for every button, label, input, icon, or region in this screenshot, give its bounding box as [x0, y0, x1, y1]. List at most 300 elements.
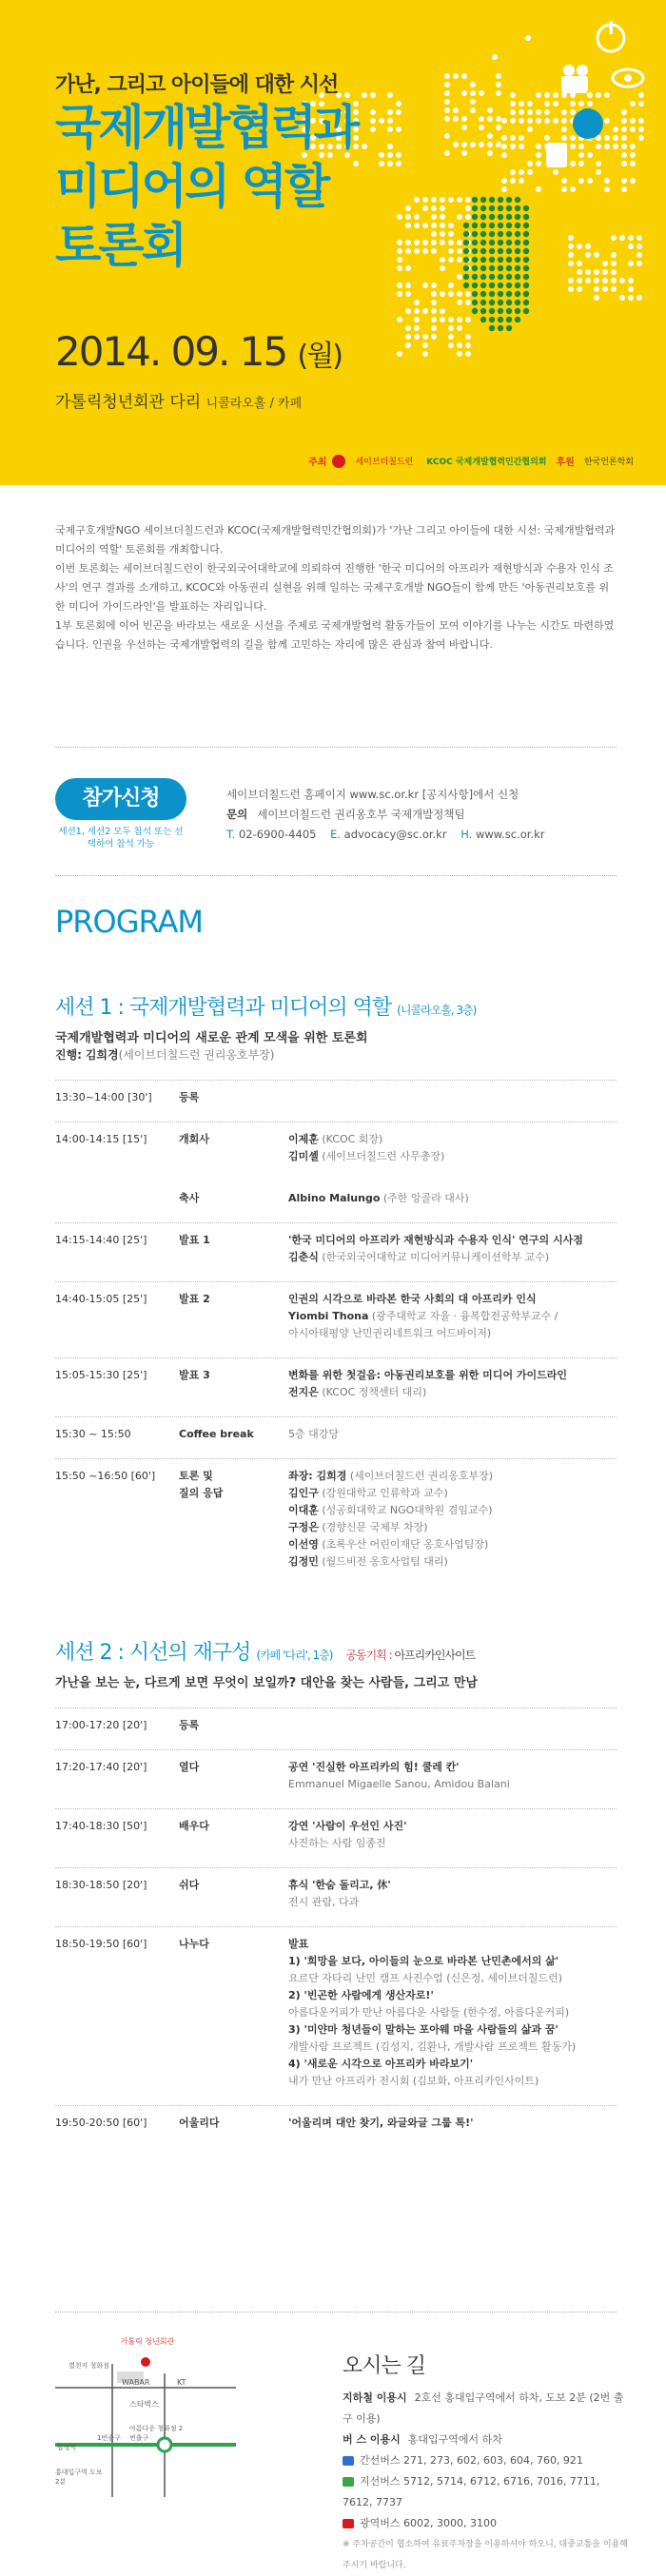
map-dot	[448, 240, 454, 245]
africa-dot	[523, 291, 529, 297]
map-dot	[448, 223, 454, 228]
map-label-hongdae: 홍대입구역 도보 2분	[55, 2469, 103, 2486]
africa-dot	[480, 317, 486, 322]
map-dot	[628, 295, 634, 301]
schedule-line: 공연 '진실한 아프리카의 힘! 쿨레 칸'	[288, 1761, 460, 1773]
map-dot	[405, 223, 411, 228]
venue-name: 가톨릭청년회관 다리	[55, 393, 202, 412]
africa-dot	[498, 291, 503, 297]
schedule-type: 등록	[179, 1719, 200, 1731]
map-dot	[465, 334, 471, 340]
africa-dot	[480, 291, 486, 297]
map-dot	[422, 334, 428, 340]
schedule-time: 15:05-15:30 [25']	[55, 1369, 147, 1381]
venue-detail: 니콜라오홀 / 카페	[206, 397, 303, 411]
bus-blue-icon	[343, 2456, 354, 2466]
map-dot	[431, 334, 437, 340]
africa-dot	[506, 257, 512, 263]
map-dot	[611, 235, 617, 241]
day-of-week: (월)	[297, 340, 342, 373]
africa-dot	[523, 231, 529, 237]
map-dot	[414, 223, 420, 228]
row-divider	[55, 1808, 617, 1809]
schedule-type: Coffee break	[179, 1428, 254, 1440]
africa-dot	[489, 197, 495, 203]
map-dot	[422, 205, 428, 211]
map-dot	[405, 308, 411, 314]
map-dot	[465, 205, 471, 211]
africa-dot	[523, 300, 529, 305]
map-label-venue: 가톨릭 청년회관	[120, 2337, 175, 2346]
map-dot	[628, 286, 634, 292]
map-dot	[431, 300, 437, 305]
schedule-line: 4) '새로운 시각으로 아프리카 바라보기'	[288, 2058, 474, 2070]
africa-dot	[506, 325, 512, 331]
africa-dot	[480, 283, 486, 288]
row-divider	[55, 1926, 617, 1927]
intro-text	[55, 521, 617, 654]
host-label: 주최	[308, 458, 327, 468]
map-dot	[457, 342, 462, 348]
schedule-line: 이대훈 (성공회대학교 NGO대학원 겸임교수)	[288, 1504, 493, 1516]
map-dot	[448, 283, 454, 288]
africa-dot	[523, 257, 529, 263]
africa-dot	[506, 300, 512, 305]
map-dot	[594, 295, 599, 301]
row-divider	[55, 1749, 617, 1750]
schedule-line: 변화를 위한 첫걸음: 아동권리보호를 위한 미디어 가이드라인	[288, 1369, 568, 1381]
africa-dot	[480, 265, 486, 271]
schedule-line: 강연 '사람이 우선인 사진'	[288, 1820, 407, 1832]
map-dot	[637, 235, 642, 241]
session2-title-text: 세션 2 : 시선의 재구성	[55, 1641, 251, 1665]
africa-dot	[506, 308, 512, 314]
register-note: 세션1, 세션2 모두 참석 또는 선택하여 참석 가능	[58, 827, 184, 849]
schedule-type: 토론 및 질의 응답	[179, 1470, 224, 1499]
divider	[55, 2312, 617, 2313]
africa-dot	[515, 248, 520, 254]
map-dot	[397, 214, 402, 220]
parking-note: ※ 주차공간이 협소하여 유료주차장을 이용하셔야 하오니, 대중교통을 이용해 주시기 바랍니다.	[343, 2540, 628, 2570]
map-dot	[422, 248, 428, 254]
schedule-type: 열다	[179, 1761, 200, 1773]
email-link[interactable]: advocacy@sc.or.kr	[343, 828, 447, 841]
intro-paragraph-2: 이번 토론회는 세이브더칠드런이 한국외국어대학교에 의뢰하여 진행한 '한국 미디어의 아프리카 재현방식과 수용자 인식 조사'의 연구 결과를 소개하고, KCOC와 아동권리 실현을 위해 일하는 국제구호개발 NGO들이 함께 만든 '아동권리보호를 위한 미디어 가이드라인'을 발표하는 자리입니다.	[55, 562, 614, 613]
map-dot	[431, 291, 437, 297]
map-dot	[619, 278, 625, 283]
africa-dot	[480, 197, 486, 203]
map-dot	[422, 283, 428, 288]
row-divider	[55, 2105, 617, 2106]
schedule-line: 발표	[288, 1938, 309, 1950]
schedule-line: 좌장: 김희경 (세이브더칠드런 권리옹호부장)	[288, 1470, 494, 1482]
map-dot	[414, 240, 420, 245]
africa-dot	[523, 240, 529, 245]
map-dot	[602, 269, 608, 275]
africa-dot	[506, 223, 512, 228]
schedule-time: 19:50-20:50 [60']	[55, 2117, 147, 2129]
intro-paragraph-1: 국제구호개발NGO 세이브더칠드런과 KCOC(국제개발협력민간협의회)가 '가난 그리고 아이들에 대한 시선: 국제개발협력과 미디어의 역할' 토론회를 개최합니다.	[55, 524, 616, 556]
map-label-building: 별천지 청화점	[69, 2362, 109, 2370]
africa-dot	[463, 265, 469, 271]
africa-dot	[506, 274, 512, 280]
schedule-description	[288, 1818, 617, 1852]
map-dot	[568, 252, 574, 258]
divider	[55, 875, 617, 876]
map-label-kt: KT	[177, 2378, 186, 2387]
session1-subtitle: 국제개발협력과 미디어의 새로운 관계 모색을 위한 토론회	[55, 1031, 368, 1045]
partner-name: 아프리카인사이트	[394, 1649, 476, 1662]
africa-dot	[498, 197, 503, 203]
partner-label: 공동기획 :	[345, 1649, 392, 1662]
schedule-line: 전지은 (KCOC 정책센터 대리)	[288, 1386, 427, 1398]
africa-dot	[515, 274, 520, 280]
africa-dot	[506, 317, 512, 322]
schedule-line: '한국 미디어의 아프리카 재현방식과 수용자 인식' 연구의 시사점	[288, 1234, 583, 1246]
row-divider	[55, 1416, 617, 1417]
map-dot	[602, 278, 608, 283]
schedule-line: Yiombi Thona (광주대학교 자율 · 융복합전공학부교수 /	[288, 1310, 558, 1322]
africa-dot	[506, 197, 512, 203]
map-dot	[397, 317, 402, 322]
map-dot	[405, 283, 411, 288]
schedule-line: 김정민 (월드비전 옹호사업팀 대리)	[288, 1555, 448, 1568]
map-dot	[431, 248, 437, 254]
africa-dot	[506, 205, 512, 211]
schedule-description	[288, 1877, 617, 1911]
schedule-line: Emmanuel Migaelle Sanou, Amidou Balani	[288, 1778, 510, 1790]
map-dot	[577, 269, 582, 275]
africa-dot	[498, 214, 503, 220]
map-dot	[431, 205, 437, 211]
africa-dot	[506, 283, 512, 288]
map-dot	[457, 248, 462, 254]
africa-dot	[498, 274, 503, 280]
map-dot	[457, 317, 462, 322]
bus-label: 버 스 이용시	[343, 2433, 401, 2446]
map-dot	[594, 286, 599, 292]
homepage-label: H.	[460, 828, 473, 841]
schedule-time: 18:30-18:50 [20']	[55, 1879, 147, 1891]
africa-dot	[498, 283, 503, 288]
hero-title-line3: 토론회	[55, 218, 185, 273]
phone[interactable]: 02-6900-4405	[238, 828, 317, 841]
africa-dot	[523, 205, 529, 211]
subway-info: 2호선 홍대입구역에서 하차, 도보 2분 (2번 출구 이용)	[343, 2391, 624, 2425]
bus-trunk-text: 간선버스 271, 273, 602, 603, 604, 760, 921	[360, 2454, 583, 2467]
africa-dot	[472, 300, 478, 305]
map-dot	[422, 308, 428, 314]
africa-dot	[515, 257, 520, 263]
africa-dot	[498, 240, 503, 245]
map-label-station: 아름다운 청화점 2번출구	[129, 2425, 184, 2442]
schedule-time: 17:40-18:30 [50']	[55, 1820, 147, 1832]
map-dot	[585, 269, 591, 275]
map-dot	[457, 274, 462, 280]
africa-dot	[515, 308, 520, 314]
africa-dot	[489, 265, 495, 271]
subway-line	[343, 2388, 628, 2430]
africa-dot	[515, 240, 520, 245]
africa-dot	[523, 274, 529, 280]
map-dot	[457, 300, 462, 305]
map-dot	[594, 252, 599, 258]
event-venue	[55, 388, 302, 412]
africa-dot	[489, 240, 495, 245]
schedule-type: 발표 2	[179, 1293, 210, 1305]
session2-subtitle: 가난을 보는 눈, 다르게 보면 무엇이 보일까? 대안을 찾는 사람들, 그리고 만남	[55, 1676, 478, 1690]
africa-dot	[515, 291, 520, 297]
map-dot	[414, 248, 420, 254]
organizers	[308, 453, 637, 469]
map-dot	[431, 240, 437, 245]
map-dot	[611, 269, 617, 275]
intro-paragraph-3: 1부 토론회에 이어 빈곤을 바라보는 새로운 시선을 주제로 국제개발협력 활동가들이 모여 이야기를 나누는 시간도 마련하였습니다. 인권을 우선하는 국제개발협력의 길을 함께 고민하는 자리에 많은 관심과 참여 바랍니다.	[55, 619, 615, 651]
africa-dot	[498, 223, 503, 228]
africa-dot	[463, 257, 469, 263]
map-dot	[422, 197, 428, 203]
africa-dot	[472, 274, 478, 280]
schedule-description	[288, 1468, 617, 1571]
session2-location: (카페 '다리', 1층)	[256, 1649, 333, 1662]
chair-org: (세이브더칠드런 권리옹호부장)	[118, 1048, 275, 1062]
schedule-line: 내가 만난 아프리카 전시회 (김보화, 아프리카인사이트)	[288, 2075, 539, 2087]
africa-dot	[515, 317, 520, 322]
africa-dot	[523, 265, 529, 271]
map-dot	[465, 197, 471, 203]
map-dot	[431, 308, 437, 314]
africa-dot	[472, 248, 478, 254]
map-dot	[448, 248, 454, 254]
map-dot	[414, 197, 420, 203]
africa-dot	[472, 231, 478, 237]
bus-trunk	[343, 2450, 628, 2471]
session1-location: (니콜라오홀, 3층)	[397, 1004, 477, 1017]
africa-dot	[472, 223, 478, 228]
map-dot	[440, 231, 445, 237]
map-dot	[585, 252, 591, 258]
map-dot	[594, 278, 599, 283]
schedule-time: 18:50-19:50 [60']	[55, 1938, 147, 1950]
africa-dot	[489, 317, 495, 322]
africa-dot	[515, 231, 520, 237]
africa-dot	[480, 205, 486, 211]
map-dot	[440, 317, 445, 322]
map-dot	[577, 244, 582, 249]
schedule-time: 17:00-17:20 [20']	[55, 1719, 147, 1731]
map-dot	[405, 248, 411, 254]
schedule-description	[288, 1426, 617, 1443]
bus-green-icon	[343, 2477, 354, 2487]
schedule-line: 이제훈 (KCOC 회장)	[288, 1133, 383, 1145]
map-dot	[637, 252, 642, 258]
map-dot	[577, 278, 582, 283]
africa-dot	[463, 240, 469, 245]
africa-dot	[489, 283, 495, 288]
map-dot	[465, 351, 471, 357]
schedule-line: 김춘식 (한국외국어대학교 미디어커뮤니케이션학부 교수)	[288, 1251, 550, 1263]
africa-dot	[515, 197, 520, 203]
africa-dot	[515, 214, 520, 220]
map-dot	[414, 334, 420, 340]
map-dot	[457, 325, 462, 331]
map-dot	[397, 291, 402, 297]
map-dot	[577, 261, 582, 266]
bus-red-icon	[343, 2519, 354, 2528]
session2-partner	[345, 1649, 475, 1662]
map-dot	[465, 291, 471, 297]
map-dot	[414, 317, 420, 322]
directions-info	[343, 2388, 628, 2576]
map-dot	[448, 325, 454, 331]
map-dot	[568, 286, 574, 292]
map-dot	[611, 278, 617, 283]
map-dot	[440, 240, 445, 245]
chair-name: 김희경	[85, 1048, 119, 1062]
map-dot	[448, 197, 454, 203]
map-dot	[431, 325, 437, 331]
map-dot	[431, 214, 437, 220]
map-dot	[594, 269, 599, 275]
schedule-type: 나누다	[179, 1938, 209, 1950]
africa-dot	[472, 205, 478, 211]
map-dot	[397, 283, 402, 288]
register-badge	[55, 778, 186, 849]
africa-dot	[489, 223, 495, 228]
map-dot	[568, 261, 574, 266]
africa-dot	[515, 223, 520, 228]
schedule-line: '어울리며 대안 찾기, 와글와글 그룹 톡!'	[288, 2117, 474, 2129]
map-dot	[405, 240, 411, 245]
africa-dot	[498, 308, 503, 314]
email-label: E.	[330, 828, 341, 841]
map-dot	[602, 286, 608, 292]
africa-dot	[523, 283, 529, 288]
africa-dot	[463, 248, 469, 254]
map-dot	[568, 278, 574, 283]
map-dot	[440, 223, 445, 228]
map-dot	[585, 278, 591, 283]
africa-dot	[523, 223, 529, 228]
bus-branch	[343, 2471, 628, 2513]
map-dot	[448, 334, 454, 340]
schedule-description	[288, 1232, 617, 1266]
africa-dot	[515, 205, 520, 211]
map-dot	[628, 244, 634, 249]
africa-dot	[498, 317, 503, 322]
africa-dot	[480, 274, 486, 280]
divider	[55, 747, 617, 748]
hero-title-line1: 국제개발협력과	[55, 100, 358, 155]
schedule-line: 구정은 (경향신문 국제부 차장)	[288, 1521, 428, 1533]
map-dot	[414, 214, 420, 220]
map-dot	[440, 205, 445, 211]
africa-dot	[489, 274, 495, 280]
map-dot	[422, 351, 428, 357]
map-dot	[397, 257, 402, 263]
schedule-line: 2) '빈곤한 사람에게 생산자로!'	[288, 1989, 434, 2001]
africa-dot	[506, 214, 512, 220]
hero-subtitle: 가난, 그리고 아이들에 대한 시선	[55, 73, 339, 97]
schedule-line: 1) '희망을 보다, 아이들의 눈으로 바라본 난민촌에서의 삶'	[288, 1955, 559, 1967]
map-label-exit1: 1번출구	[97, 2434, 121, 2442]
africa-dot	[463, 223, 469, 228]
savethechildren-logo-icon	[332, 455, 345, 468]
row-divider	[55, 1281, 617, 1282]
africa-dot	[506, 248, 512, 254]
map-dot	[628, 235, 634, 241]
session1-title	[55, 991, 476, 1021]
row-divider	[55, 1458, 617, 1459]
contact-org: 세이브더칠드런 권리옹호부 국제개발정책팀	[257, 808, 465, 821]
map-dot	[457, 214, 462, 220]
homepage-link[interactable]: www.sc.or.kr	[475, 828, 545, 841]
africa-dot	[480, 231, 486, 237]
map-dot	[611, 252, 617, 258]
map-dot	[611, 261, 617, 266]
africa-dot	[506, 291, 512, 297]
map-dot	[585, 244, 591, 249]
africa-dot	[515, 300, 520, 305]
map-dot	[457, 257, 462, 263]
map-dot	[465, 317, 471, 322]
africa-dot	[472, 308, 478, 314]
map-dot	[422, 342, 428, 348]
schedule-description	[288, 1190, 617, 1207]
map-dot	[448, 291, 454, 297]
sponsor-label: 후원	[556, 458, 575, 468]
date-text: 2014. 09. 15	[55, 328, 287, 375]
africa-dot	[498, 231, 503, 237]
bus-info: 홍대입구역에서 하차	[407, 2433, 502, 2446]
map-dot	[448, 257, 454, 263]
map-dot	[440, 214, 445, 220]
map-dot	[465, 300, 471, 305]
africa-dot	[480, 248, 486, 254]
schedule-description	[288, 1291, 617, 1342]
schedule-time: 14:15-14:40 [25']	[55, 1234, 147, 1246]
map-dot	[440, 197, 445, 203]
map-dot	[448, 317, 454, 322]
schedule-description	[288, 1936, 617, 2090]
africa-dot	[472, 257, 478, 263]
map-dot	[457, 197, 462, 203]
directions-title: 오시는 길	[343, 2354, 426, 2378]
schedule-line: 전시 관람, 다과	[288, 1896, 360, 1908]
africa-dot	[506, 240, 512, 245]
row-divider	[55, 1080, 617, 1081]
africa-dot	[523, 248, 529, 254]
map-dot	[397, 248, 402, 254]
map-dot	[405, 205, 411, 211]
map-dot	[637, 295, 642, 301]
schedule-type: 어울리다	[179, 2117, 220, 2129]
africa-dot	[489, 248, 495, 254]
map-dot	[405, 325, 411, 331]
africa-dot	[489, 205, 495, 211]
schedule-line: 김인구 (강원대학교 인류학과 교수)	[288, 1487, 448, 1499]
bus-line	[343, 2430, 628, 2450]
map-dot	[397, 351, 402, 357]
phone-label: T.	[226, 828, 236, 841]
contact-label: 문의	[226, 808, 248, 821]
africa-dot	[463, 283, 469, 288]
bus-branch-text: 지선버스 5712, 5714, 6712, 6716, 7016, 7711, 7612, 7737	[343, 2475, 600, 2508]
row-divider	[55, 1222, 617, 1223]
africa-dot	[480, 300, 486, 305]
register-line: 세이브더칠드런 홈페이지 www.sc.or.kr [공지사항]에서 신청	[226, 788, 519, 801]
africa-dot	[498, 325, 503, 331]
